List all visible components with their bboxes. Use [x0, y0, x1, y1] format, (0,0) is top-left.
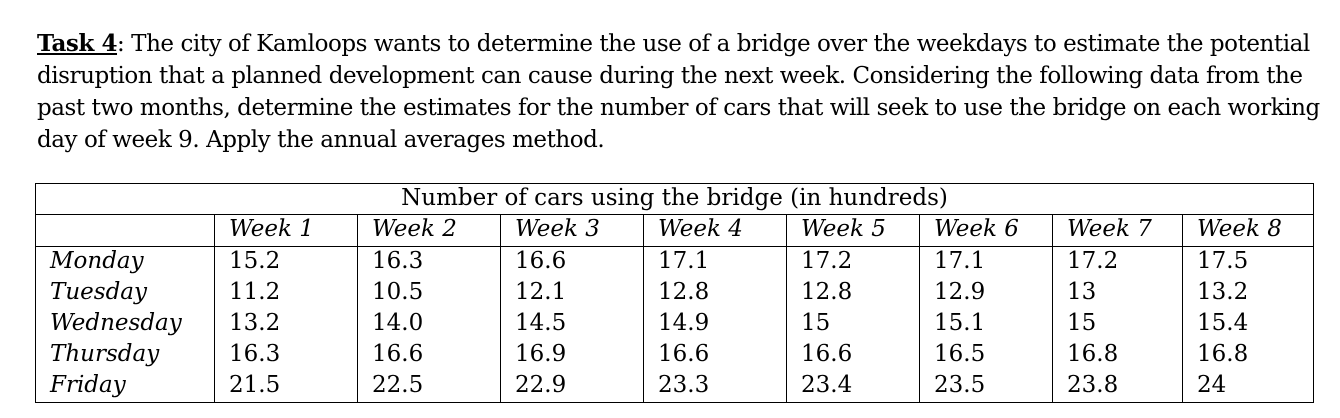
table-header-row — [36, 215, 1314, 247]
table-row — [36, 340, 1314, 371]
bridge-usage-table — [35, 183, 1314, 403]
table-cell: 12.8 — [644, 278, 787, 309]
table-cell: 12.8 — [787, 278, 920, 309]
table-cell: 23.8 — [1053, 371, 1183, 403]
table-cell: 16.6 — [501, 247, 644, 279]
table-row — [36, 278, 1314, 309]
row-day-label: Monday — [36, 247, 215, 279]
table-cell: 22.9 — [501, 371, 644, 403]
row-day-label: Tuesday — [36, 278, 215, 309]
table-cell: 15 — [1053, 309, 1183, 340]
table-cell: 14.5 — [501, 309, 644, 340]
table-cell: 15.1 — [920, 309, 1053, 340]
table-cell: 16.8 — [1053, 340, 1183, 371]
table-cell: 16.9 — [501, 340, 644, 371]
table-cell: 16.3 — [358, 247, 501, 279]
table-cell: 23.5 — [920, 371, 1053, 403]
table-cell: 17.1 — [920, 247, 1053, 279]
column-header: Week 7 — [1053, 215, 1183, 247]
table-cell: 17.1 — [644, 247, 787, 279]
table-row — [36, 371, 1314, 403]
table-cell: 21.5 — [215, 371, 358, 403]
table-cell: 10.5 — [358, 278, 501, 309]
table-cell: 23.4 — [787, 371, 920, 403]
task-description — [37, 28, 1322, 156]
table-cell: 16.5 — [920, 340, 1053, 371]
table-cell: 22.5 — [358, 371, 501, 403]
table-cell: 16.6 — [644, 340, 787, 371]
column-header: Week 2 — [358, 215, 501, 247]
row-day-label: Thursday — [36, 340, 215, 371]
row-day-label: Friday — [36, 371, 215, 403]
table-cell: 17.5 — [1183, 247, 1314, 279]
row-day-label: Wednesday — [36, 309, 215, 340]
column-header: Week 6 — [920, 215, 1053, 247]
table-cell: 15.4 — [1183, 309, 1314, 340]
table-cell: 13 — [1053, 278, 1183, 309]
table-cell: 16.6 — [358, 340, 501, 371]
column-header: Week 3 — [501, 215, 644, 247]
column-header: Week 1 — [215, 215, 358, 247]
table-cell: 23.3 — [644, 371, 787, 403]
table-cell: 15 — [787, 309, 920, 340]
table-cell: 17.2 — [787, 247, 920, 279]
table-cell: 12.9 — [920, 278, 1053, 309]
table-cell: 16.3 — [215, 340, 358, 371]
table-cell: 16.6 — [787, 340, 920, 371]
table-cell: 13.2 — [1183, 278, 1314, 309]
table-cell: 17.2 — [1053, 247, 1183, 279]
table-cell: 16.8 — [1183, 340, 1314, 371]
column-header: Week 8 — [1183, 215, 1314, 247]
table-row — [36, 247, 1314, 279]
table-cell: 15.2 — [215, 247, 358, 279]
table-cell: 13.2 — [215, 309, 358, 340]
table-caption-row — [36, 184, 1314, 215]
task-label: Task 4 — [37, 30, 118, 57]
column-header: Week 5 — [787, 215, 920, 247]
table-cell: 12.1 — [501, 278, 644, 309]
header-corner-cell — [36, 215, 215, 247]
table-cell: 14.9 — [644, 309, 787, 340]
table-cell: 14.0 — [358, 309, 501, 340]
table-caption: Number of cars using the bridge (in hundreds) — [36, 184, 1314, 215]
table-cell: 24 — [1183, 371, 1314, 403]
task-body: : The city of Kamloops wants to determine the use of a bridge over the weekdays to estimate the potential disruption that a planned development can cause during the next week. Considering the following data from the past two months, determine the estimates for the number of cars that will seek to use the bridge on each working day of week 9. Apply the annual averages method. — [37, 31, 1320, 153]
table-row — [36, 309, 1314, 340]
column-header: Week 4 — [644, 215, 787, 247]
table-cell: 11.2 — [215, 278, 358, 309]
